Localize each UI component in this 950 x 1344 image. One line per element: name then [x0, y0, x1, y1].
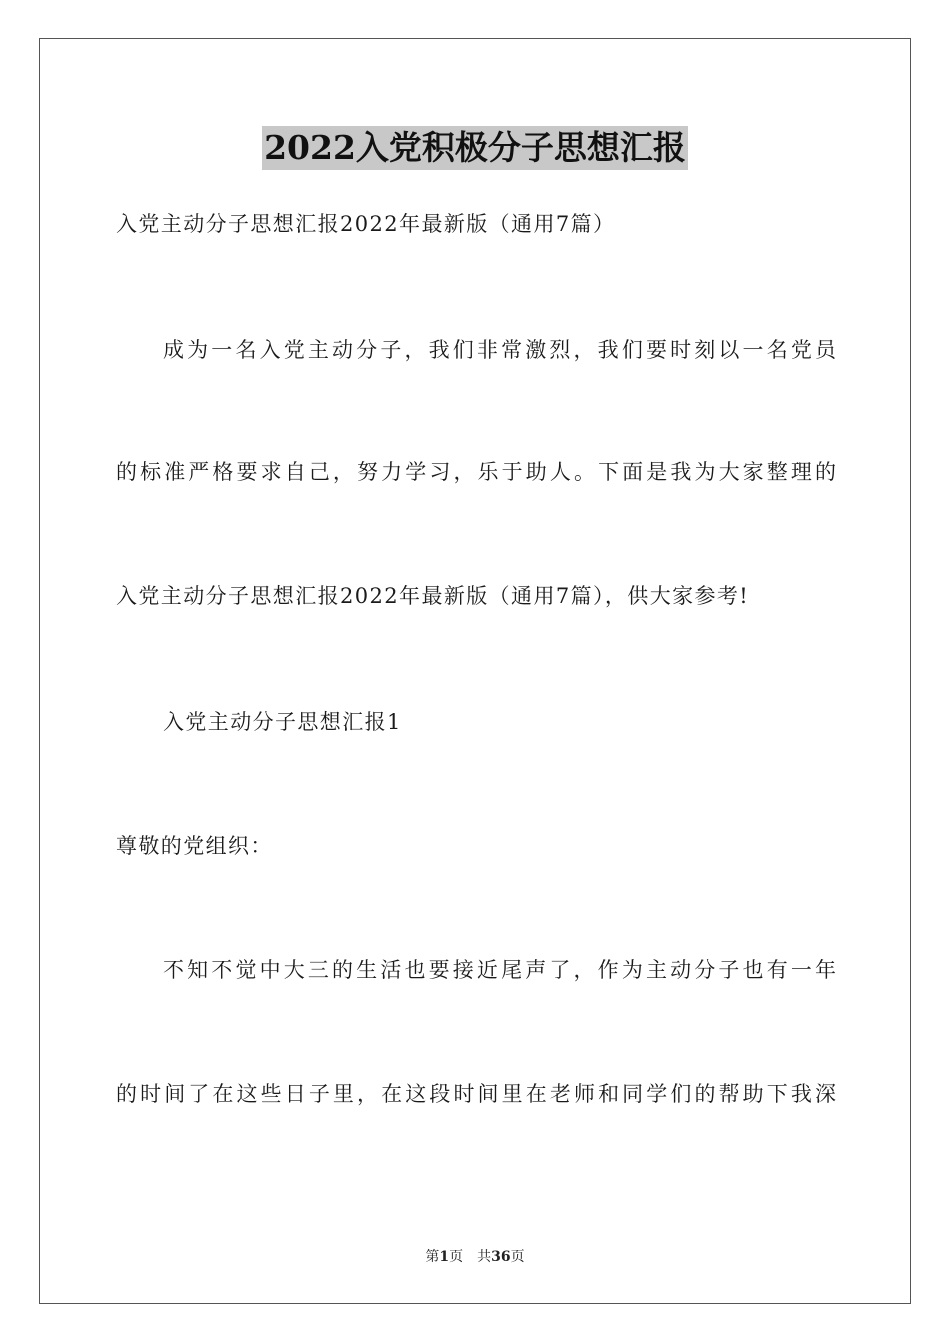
paragraph-line-3: 入党主动分子思想汇报2022年最新版（通用7篇），供大家参考! — [116, 584, 750, 608]
paragraph-line-4: 不知不觉中大三的生活也要接近尾声了，作为主动分子也有一年 — [163, 958, 836, 982]
paragraph-line-5: 的时间了在这些日子里，在这段时间里在老师和同学们的帮助下我深 — [116, 1082, 836, 1106]
salutation: 尊敬的党组织： — [116, 834, 273, 858]
page-footer — [0, 1247, 950, 1267]
page-current: 1 — [439, 1249, 450, 1265]
page-suffix: 页 — [449, 1249, 464, 1265]
total-suffix: 页 — [510, 1249, 525, 1265]
section-heading: 入党主动分子思想汇报1 — [163, 710, 402, 734]
total-prefix: 共 — [477, 1249, 492, 1265]
document-title: 2022入党积极分子思想汇报 — [262, 126, 688, 170]
page-prefix: 第 — [425, 1249, 440, 1265]
paragraph-line-2: 的标准严格要求自己，努力学习，乐于助人。下面是我为大家整理的 — [116, 460, 836, 484]
title-container — [0, 126, 950, 170]
page-total: 36 — [491, 1249, 511, 1265]
document-subtitle: 入党主动分子思想汇报2022年最新版（通用7篇） — [116, 212, 616, 236]
paragraph-line-1: 成为一名入党主动分子，我们非常激烈，我们要时刻以一名党员 — [163, 338, 836, 362]
